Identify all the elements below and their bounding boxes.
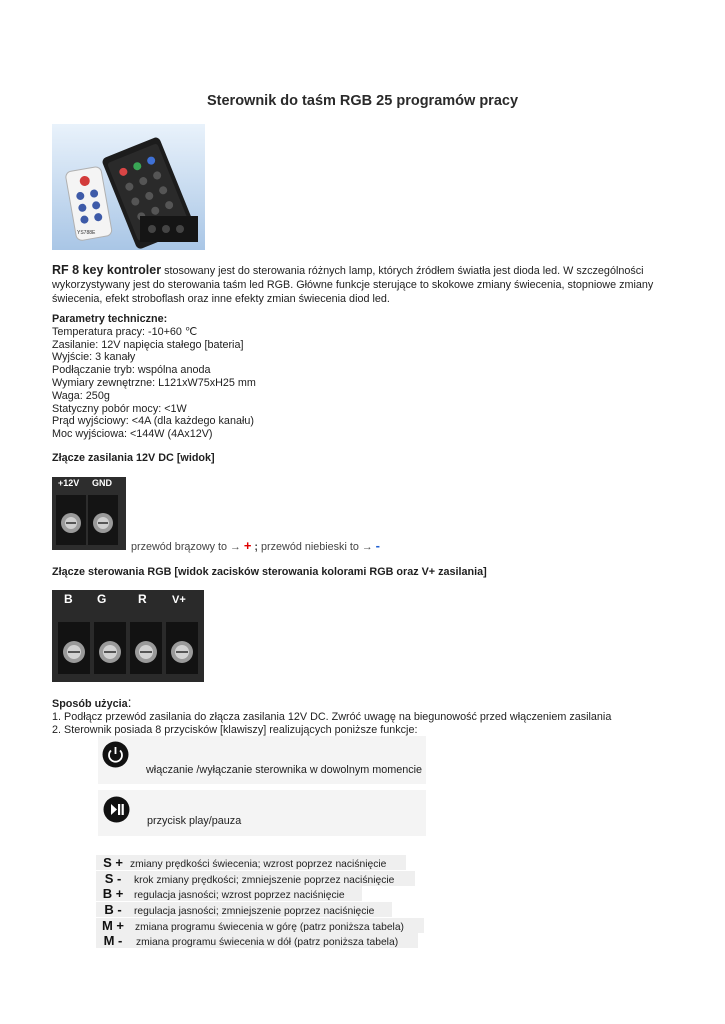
product-photo <box>52 124 205 250</box>
key-row <box>96 855 406 870</box>
power-desc: włączanie /wyłączanie sterownika w dowolnym momencie <box>146 764 423 776</box>
label-b: B <box>64 592 73 606</box>
key-row <box>96 886 362 901</box>
power-button-row <box>98 736 426 784</box>
intro-text: stosowany jest do sterowania różnych lamp, których źródłem światła jest dioda led. W szczególności wykorzystywany jest do sterowania taśm led RGB. Główne funkcje sterujące to skokowe zmiany świecenia, stopniowe zmiany świecenia, efekt stroboflash oraz inne efekty zmian świecenia diod led. <box>52 265 654 306</box>
usage-heading-text: Sposób użycia <box>52 698 128 710</box>
usage-heading <box>52 694 132 712</box>
arrow-right-icon: → <box>230 541 241 553</box>
play-pause-icon <box>103 796 130 823</box>
key-label: M + <box>101 918 125 933</box>
technical-parameters <box>52 313 256 441</box>
key-row <box>96 871 415 886</box>
key-row <box>96 918 424 933</box>
power-icon <box>102 741 129 768</box>
minus-sign: - <box>375 538 380 553</box>
param-line: Waga: 250g <box>52 389 110 402</box>
key-label: B + <box>102 886 124 901</box>
param-line: Wymiary zewnętrzne: L121xW75xH25 mm <box>52 376 256 389</box>
param-line: Podłączanie tryb: wspólna anoda <box>52 364 211 377</box>
key-label: M - <box>103 933 123 948</box>
key-label: S - <box>104 871 122 886</box>
power-connector-photo <box>52 477 126 550</box>
usage-heading-colon: : <box>127 694 132 710</box>
blue-wire-text: przewód niebieski to <box>258 541 362 553</box>
key-row <box>96 933 418 948</box>
power-connector-heading: Złącze zasilania 12V DC [widok] <box>52 452 215 464</box>
param-line: Prąd wyjściowy: <4A (dla każdego kanału) <box>52 415 254 428</box>
label-r: R <box>138 592 147 606</box>
params-heading: Parametry techniczne: <box>52 313 168 325</box>
param-line: Temperatura pracy: -10+60 ℃ <box>52 325 198 338</box>
label-vplus: V+ <box>172 594 186 606</box>
key-desc: regulacja jasności; wzrost poprzez naciśnięcie <box>134 890 345 901</box>
param-line: Statyczny pobór mocy: <1W <box>52 402 187 415</box>
play-button-row <box>98 790 426 836</box>
plus-sign: + <box>243 538 252 553</box>
usage-step-1: 1. Podłącz przewód zasilania do złącza zasilania 12V DC. Zwróć uwagę na biegunowość przed włączeniem zasilania <box>52 711 612 723</box>
param-line: Moc wyjściowa: <144W (4Ax12V) <box>52 428 213 441</box>
intro-lead: RF 8 key kontroler <box>52 263 162 277</box>
usage-step-2: 2. Sterownik posiada 8 przycisków [klawiszy] realizujących poniższe funkcje: <box>52 724 418 736</box>
intro-paragraph <box>52 263 677 307</box>
key-desc: regulacja jasności; zmniejszenie poprzez naciśnięcie <box>134 906 375 917</box>
key-row <box>96 902 392 917</box>
power-wiring-caption <box>131 538 380 553</box>
label-g: G <box>97 592 107 606</box>
key-desc: zmiana programu świecenia w dół (patrz poniższa tabela) <box>136 937 399 948</box>
rgb-connector-photo <box>52 590 204 682</box>
key-label: B - <box>104 902 122 917</box>
remote-brand-label: YS788E <box>77 230 96 236</box>
page-title: Sterownik do taśm RGB 25 programów pracy <box>206 93 519 109</box>
gnd-label: GND <box>92 478 112 488</box>
key-desc: zmiany prędkości świecenia; wzrost poprzez naciśnięcie <box>130 859 387 870</box>
plus12v-label: +12V <box>58 478 80 488</box>
param-line: Wyjście: 3 kanały <box>52 351 136 364</box>
arrow-right-icon: → <box>361 541 373 553</box>
key-label: S + <box>103 855 123 870</box>
param-line: Zasilanie: 12V napięcia stałego [bateria] <box>52 338 244 351</box>
key-desc: zmiana programu świecenia w górę (patrz poniższa tabela) <box>135 922 404 933</box>
caption-semicolon: ; <box>251 541 259 553</box>
brown-wire-text: przewód brązowy to <box>131 541 231 553</box>
key-desc: krok zmiany prędkości; zmniejszenie poprzez naciśnięcie <box>134 875 395 886</box>
rgb-connector-heading: Złącze sterowania RGB [widok zacisków sterowania kolorami RGB oraz V+ zasilania] <box>52 566 487 578</box>
play-desc: przycisk play/pauza <box>147 815 242 827</box>
